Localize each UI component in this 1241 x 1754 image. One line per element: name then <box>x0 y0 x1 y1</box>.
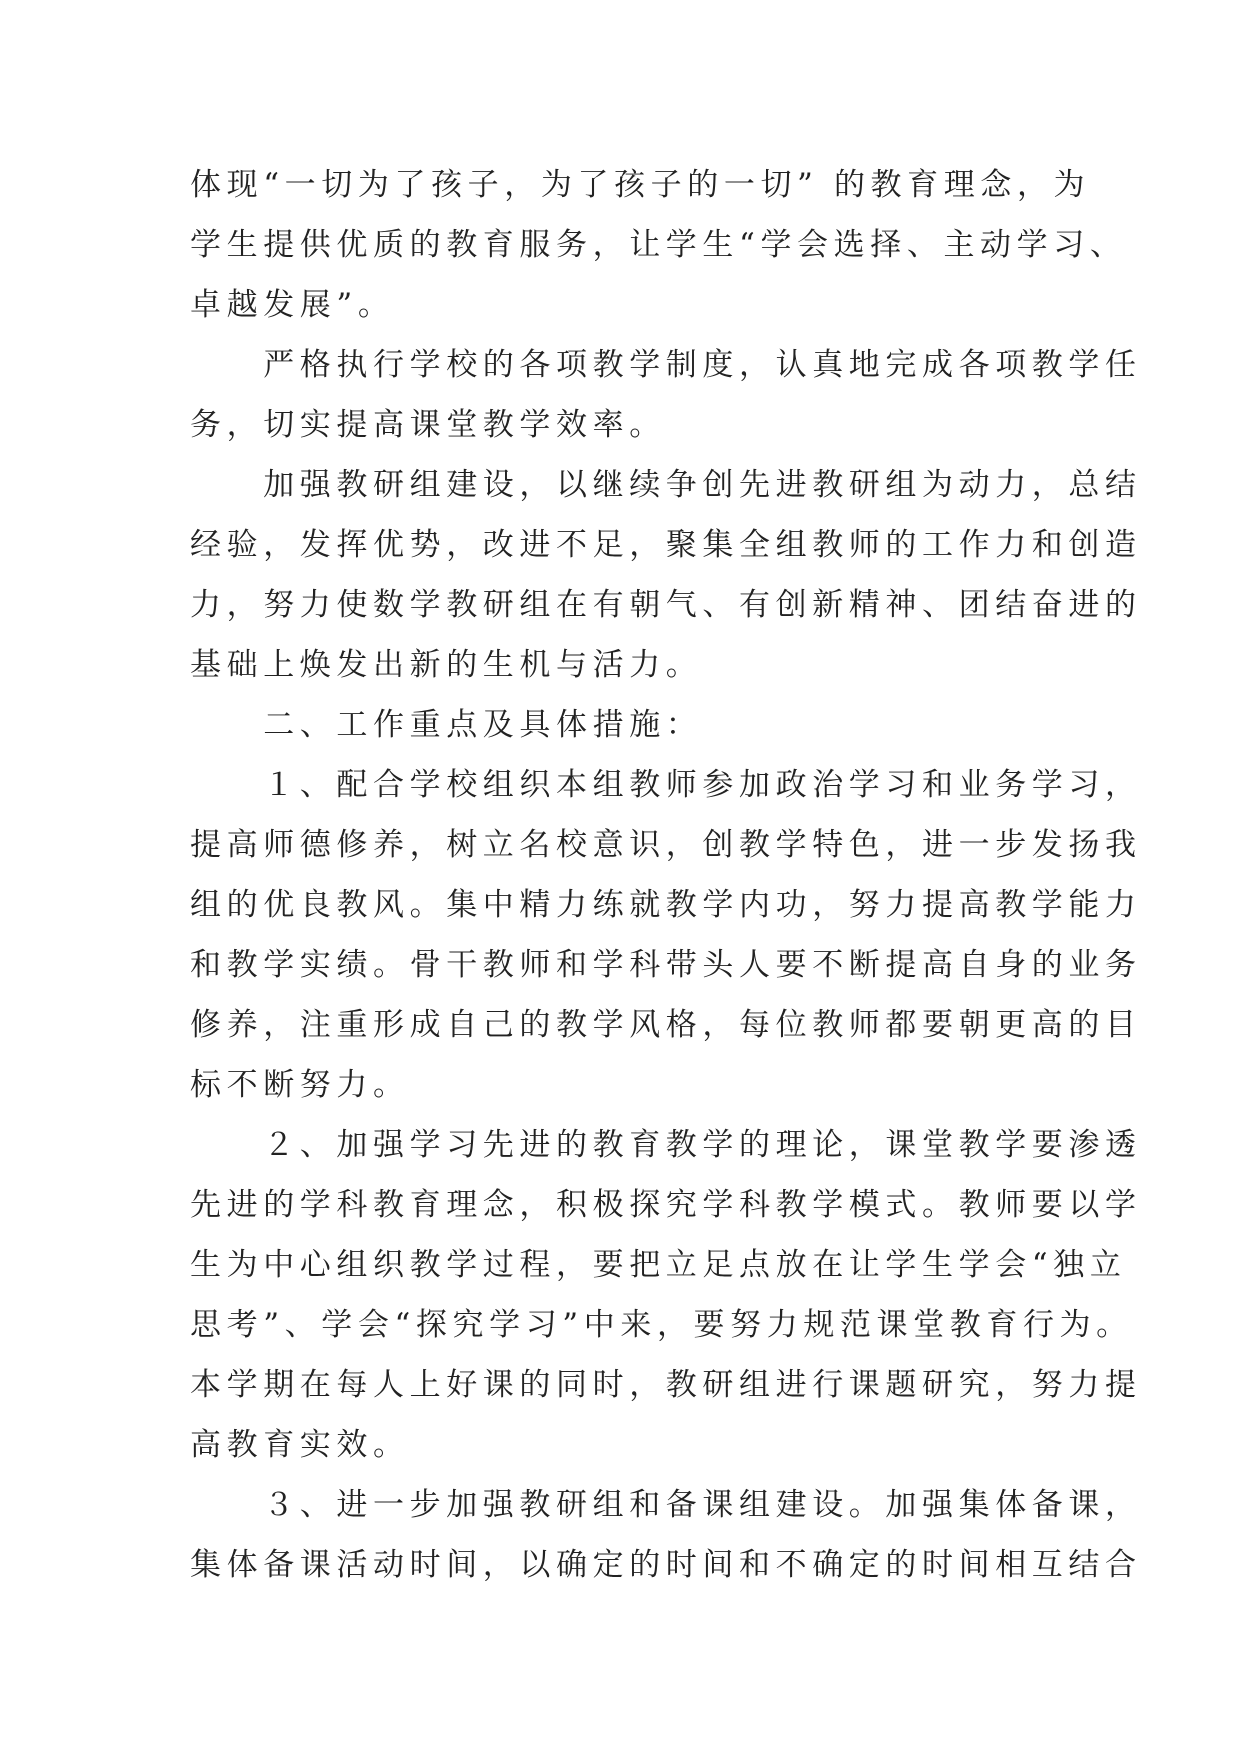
text-line: 体现“一切为了孩子，为了孩子的一切” 的教育理念，为 <box>190 167 1091 203</box>
text-line: 思考”、学会“探究学习”中来，要努力规范课堂教育行为。 <box>190 1307 1133 1343</box>
text-line: 卓越发展”。 <box>190 287 395 323</box>
text-line: 提高师德修养，树立名校意识，创教学特色，进一步发扬我 <box>190 827 1142 863</box>
text-line: 高教育实效。 <box>190 1427 410 1463</box>
text-line: 加强教研组建设，以继续争创先进教研组为动力，总结 <box>190 467 1142 503</box>
text-line: ３、进一步加强教研组和备课组建设。加强集体备课， <box>190 1487 1142 1523</box>
text-line: 基础上焕发出新的生机与活力。 <box>190 647 703 683</box>
text-line: 先进的学科教育理念，积极探究学科教学模式。教师要以学 <box>190 1187 1142 1223</box>
text-line: 修养，注重形成自己的教学风格，每位教师都要朝更高的目 <box>190 1007 1142 1043</box>
text-line: 本学期在每人上好课的同时，教研组进行课题研究，努力提 <box>190 1367 1142 1403</box>
text-line: 务，切实提高课堂教学效率。 <box>190 407 666 443</box>
text-line: 和教学实绩。骨干教师和学科带头人要不断提高自身的业务 <box>190 947 1142 983</box>
section-heading: 二、工作重点及具体措施： <box>190 707 703 743</box>
text-line: 标不断努力。 <box>190 1067 410 1103</box>
text-line: 学生提供优质的教育服务，让学生“学会选择、主动学习、 <box>190 227 1127 263</box>
text-line: 经验，发挥优势，改进不足，聚集全组教师的工作力和创造 <box>190 527 1142 563</box>
text-line: 严格执行学校的各项教学制度，认真地完成各项教学任 <box>190 347 1142 383</box>
text-line: 生为中心组织教学过程，要把立足点放在让学生学会“独立 <box>190 1247 1127 1283</box>
text-line: 力，努力使数学教研组在有朝气、有创新精神、团结奋进的 <box>190 587 1142 623</box>
text-line: ２、加强学习先进的教育教学的理论，课堂教学要渗透 <box>190 1127 1142 1163</box>
text-line: 组的优良教风。集中精力练就教学内功，努力提高教学能力 <box>190 887 1142 923</box>
text-line: １、配合学校组织本组教师参加政治学习和业务学习， <box>190 767 1142 803</box>
text-line: 集体备课活动时间，以确定的时间和不确定的时间相互结合 <box>190 1547 1142 1583</box>
